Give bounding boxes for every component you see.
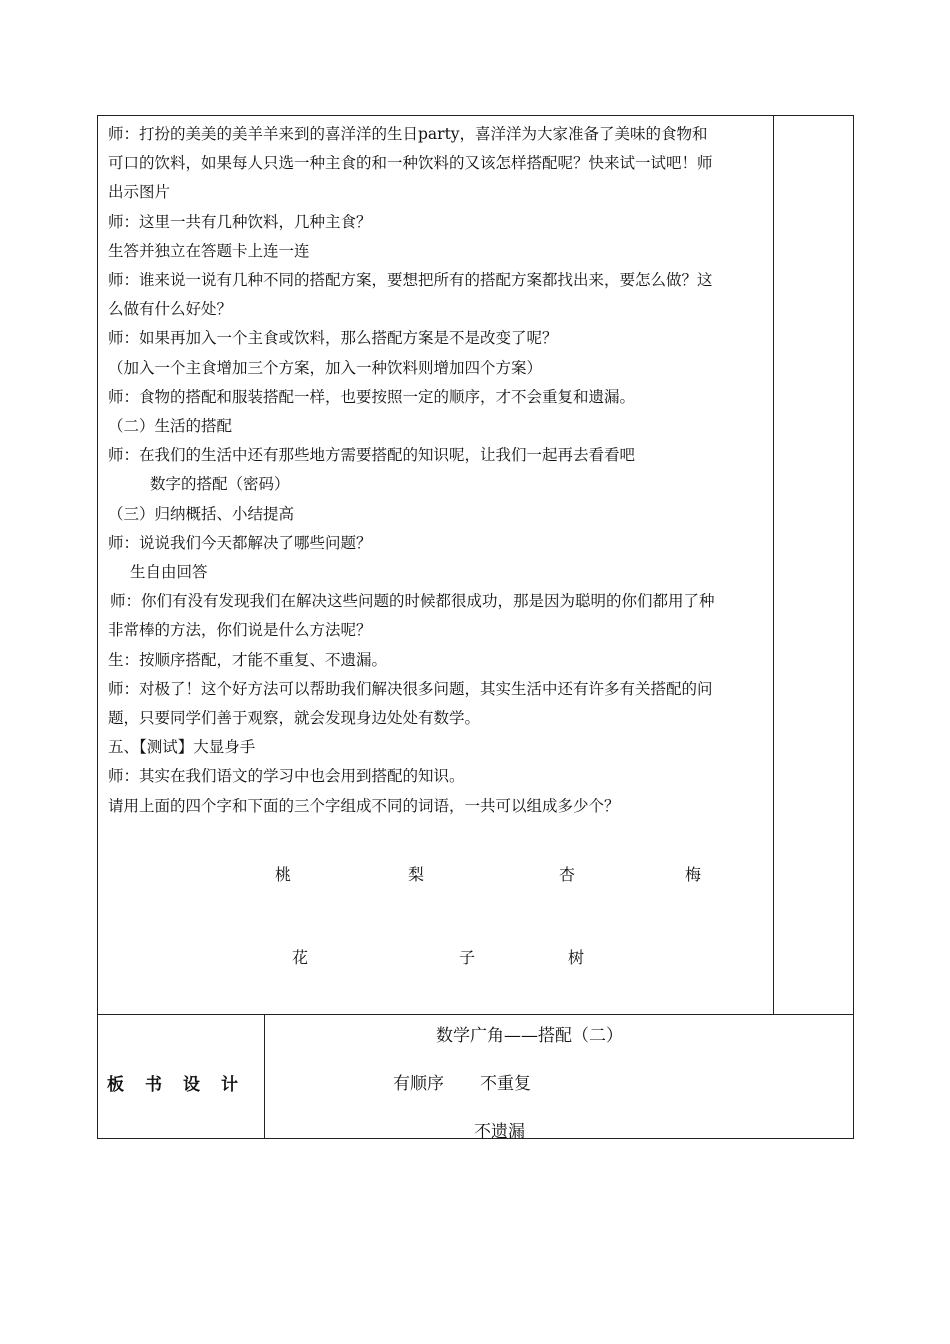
content-line: 么做有什么好处？ xyxy=(108,300,233,319)
content-line: 师：如果再加入一个主食或饮料，那么搭配方案是不是改变了呢？ xyxy=(108,329,558,348)
top-char-peach: 桃 xyxy=(275,865,292,884)
content-line: 题，只要同学们善于观察，就会发现身边处处有数学。 xyxy=(108,709,481,728)
board-label-divider xyxy=(264,1014,265,1139)
content-line: 生答并独立在答题卡上连一连 xyxy=(108,241,310,260)
content-line: （加入一个主食增加三个方案，加入一种饮料则增加四个方案） xyxy=(108,358,543,377)
board-item-no-repeat: 不重复 xyxy=(480,1074,531,1094)
content-line: 师：谁来说一说有几种不同的搭配方案，要想把所有的搭配方案都找出来，要怎么做？这 xyxy=(108,271,713,290)
bottom-char-flower: 花 xyxy=(292,948,309,967)
top-char-plum: 梅 xyxy=(685,865,702,884)
section-heading: （三）归纳概括、小结提高 xyxy=(108,504,295,523)
content-line: 师：打扮的美美的美羊羊来到的喜洋洋的生日party，喜洋洋为大家准备了美味的食物和 xyxy=(108,125,708,143)
section-heading: 五、【测试】大显身手 xyxy=(108,738,256,757)
lesson-content xyxy=(108,120,768,821)
content-line: 生：按顺序搭配，才能不重复、不遗漏。 xyxy=(108,650,388,669)
board-item-ordered: 有顺序 xyxy=(393,1074,444,1094)
board-title: 数学广角——搭配（二） xyxy=(436,1026,623,1046)
top-char-apricot: 杏 xyxy=(559,865,576,884)
bottom-char-tree: 树 xyxy=(568,948,585,967)
content-line: 师：在我们的生活中还有那些地方需要搭配的知识呢，让我们一起再去看看吧 xyxy=(108,446,636,465)
content-line: 师：这里一共有几种饮料，几种主食？ xyxy=(108,212,372,231)
content-line: 师：其实在我们语文的学习中也会用到搭配的知识。 xyxy=(108,767,465,786)
content-line: 师：你们有没有发现我们在解决这些问题的时候都很成功，那是因为聪明的你们都用了种 xyxy=(110,592,715,611)
board-item-no-omission: 不遗漏 xyxy=(474,1122,525,1142)
top-char-pear: 梨 xyxy=(408,865,425,884)
board-design-label: 板书设计 xyxy=(107,1075,259,1095)
content-line: 出示图片 xyxy=(108,183,171,202)
content-line: 师：说说我们今天都解决了哪些问题？ xyxy=(108,533,372,552)
right-column-divider xyxy=(773,115,774,1014)
bottom-char-seed: 子 xyxy=(459,948,476,967)
content-line: 非常棒的方法，你们说是什么方法呢？ xyxy=(108,621,372,640)
content-line: 师：食物的搭配和服装搭配一样，也要按照一定的顺序，才不会重复和遗漏。 xyxy=(108,387,636,406)
content-line: 可口的饮料，如果每人只选一种主食的和一种饮料的又该怎样搭配呢？快来试一试吧！师 xyxy=(108,154,713,173)
row-divider xyxy=(97,1014,854,1015)
content-line: 数字的搭配（密码） xyxy=(150,475,290,494)
content-line: 请用上面的四个字和下面的三个字组成不同的词语，一共可以组成多少个？ xyxy=(108,796,620,815)
content-line: 师：对极了！这个好方法可以帮助我们解决很多问题，其实生活中还有许多有关搭配的问 xyxy=(108,679,713,698)
section-heading: （二）生活的搭配 xyxy=(108,417,233,436)
content-line: 生自由回答 xyxy=(130,563,208,582)
